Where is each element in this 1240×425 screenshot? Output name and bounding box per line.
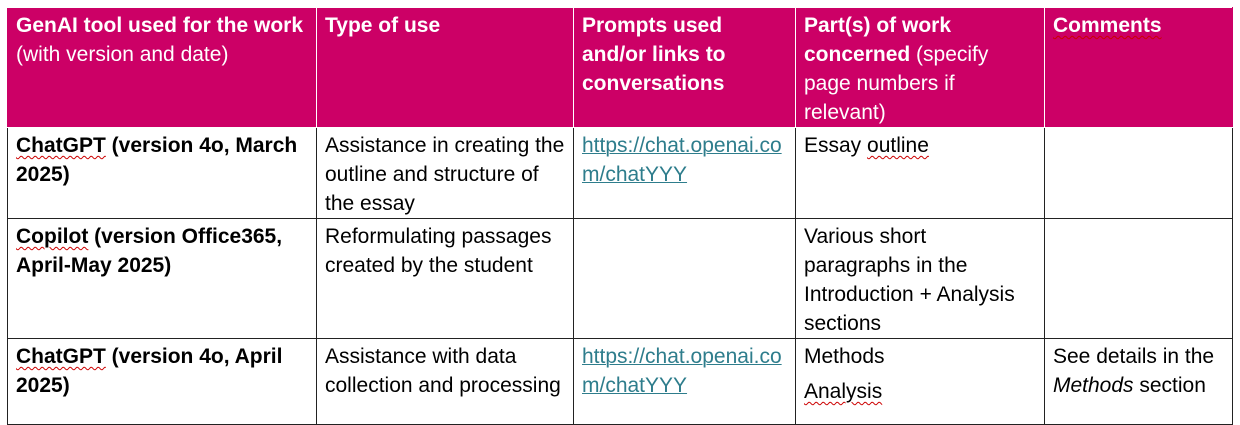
cell-tool: ChatGPT (version 4o, March 2025) xyxy=(8,128,317,219)
table-row xyxy=(8,219,1233,339)
cell-tool: Copilot (version Office365, April-May 2025) xyxy=(8,219,317,339)
header-tool: GenAI tool used for the work (with version and date) xyxy=(8,8,317,128)
conversation-link[interactable]: https://chat.openai.com/chatYYY xyxy=(582,134,782,186)
cell-part: Methods Analysis xyxy=(796,339,1045,425)
table-row xyxy=(8,339,1233,425)
header-type-of-use: Type of use xyxy=(317,8,574,128)
cell-part: Essay outline xyxy=(796,128,1045,219)
header-prompts: Prompts used and/or links to conversations xyxy=(574,8,796,128)
cell-part: Various short paragraphs in the Introduction + Analysis sections xyxy=(796,219,1045,339)
cell-tool: ChatGPT (version 4o, April 2025) xyxy=(8,339,317,425)
conversation-link[interactable]: https://chat.openai.com/chatYYY xyxy=(582,345,782,397)
cell-link xyxy=(574,339,796,425)
cell-use: Reformulating passages created by the student xyxy=(317,219,574,339)
cell-comment: See details in the Methods section xyxy=(1045,339,1233,425)
cell-use: Assistance with data collection and processing xyxy=(317,339,574,425)
cell-use: Assistance in creating the outline and structure of the essay xyxy=(317,128,574,219)
genai-usage-table xyxy=(7,7,1233,425)
table-row xyxy=(8,128,1233,219)
header-parts: Part(s) of work concerned (specify page numbers if relevant) xyxy=(796,8,1045,128)
header-row xyxy=(8,8,1233,128)
cell-link xyxy=(574,128,796,219)
cell-link xyxy=(574,219,796,339)
header-comments: Comments xyxy=(1045,8,1233,128)
cell-comment xyxy=(1045,128,1233,219)
cell-comment xyxy=(1045,219,1233,339)
